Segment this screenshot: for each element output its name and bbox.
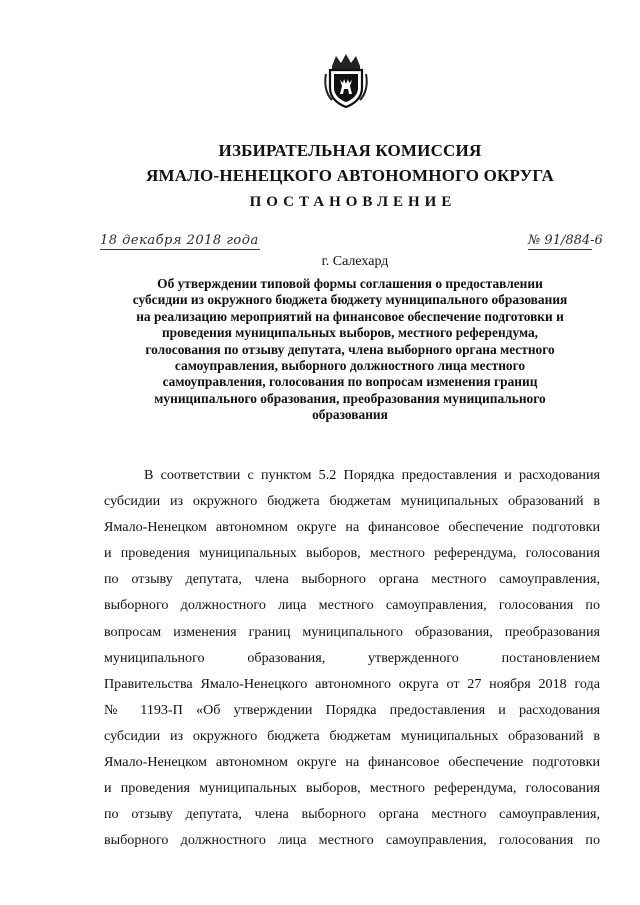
subject-line: проведения муниципальных выборов, местного референдума, (161, 325, 539, 341)
body-line: вопросам изменения границ муниципального образования, преобразования (104, 623, 600, 640)
body-line: Ямало-Ненецком автономном округе на финансовое обеспечение подготовки (104, 754, 600, 771)
org-name-line-2: ЯМАЛО-НЕНЕЦКОГО АВТОНОМНОГО ОКРУГА (145, 166, 555, 185)
subject-line: самоуправления, выборного должностного лица местного (174, 358, 526, 374)
document-type: ПОСТАНОВЛЕНИЕ (249, 194, 457, 210)
body-paragraph (104, 462, 600, 853)
subject-line: муниципального образования, преобразования муниципального (154, 390, 546, 406)
coat-of-arms-icon (324, 52, 368, 108)
body-line: субсидии из окружного бюджета бюджетам муниципальных образований в (104, 493, 600, 510)
body-line: муниципального образования, утвержденного постановлением (104, 649, 600, 666)
subject-line: голосования по отзыву депутата, члена выборного органа местного (145, 341, 555, 357)
body-line: Ямало-Ненецком автономном округе на финансовое обеспечение подготовки (104, 519, 600, 536)
body-line: субсидии из окружного бюджета бюджетам муниципальных образований в (104, 727, 600, 744)
subject-line: субсидии из окружного бюджета бюджету муниципального образования (132, 292, 568, 308)
body-line: выборного должностного лица местного самоуправления, голосования по (104, 832, 600, 849)
subject-line: образования (312, 407, 388, 423)
body-line: и проведения муниципальных выборов, местного референдума, голосования (104, 545, 600, 562)
body-line: № 1193-П «Об утверждении Порядка предоставления и расходования (104, 701, 600, 718)
body-line: по отзыву депутата, члена выборного органа местного самоуправления, (104, 571, 600, 588)
document-date: 18 декабря 2018 года (100, 233, 259, 248)
subject-line: Об утверждении типовой формы соглашения о предоставлении (157, 276, 543, 291)
document-number: № 91/884-6 (528, 233, 603, 248)
organization-name (0, 138, 640, 188)
document-city: г. Салехард (321, 254, 389, 269)
document-subject (100, 276, 600, 424)
body-line: выборного должностного лица местного самоуправления, голосования по (104, 597, 600, 614)
subject-line: на реализацию мероприятий на финансовое обеспечение подготовки и (136, 308, 564, 324)
subject-line: самоуправления, голосования по вопросам изменения границ (162, 374, 538, 390)
org-name-line-1: ИЗБИРАТЕЛЬНАЯ КОМИССИЯ (218, 141, 482, 160)
body-line: и проведения муниципальных выборов, местного референдума, голосования (104, 780, 600, 797)
body-line: Правительства Ямало-Ненецкого автономного округа от 27 ноября 2018 года (104, 675, 600, 692)
body-line: В соответствии с пунктом 5.2 Порядка предоставления и расходования (144, 467, 600, 483)
body-line: по отзыву депутата, члена выборного органа местного самоуправления, (104, 806, 600, 823)
